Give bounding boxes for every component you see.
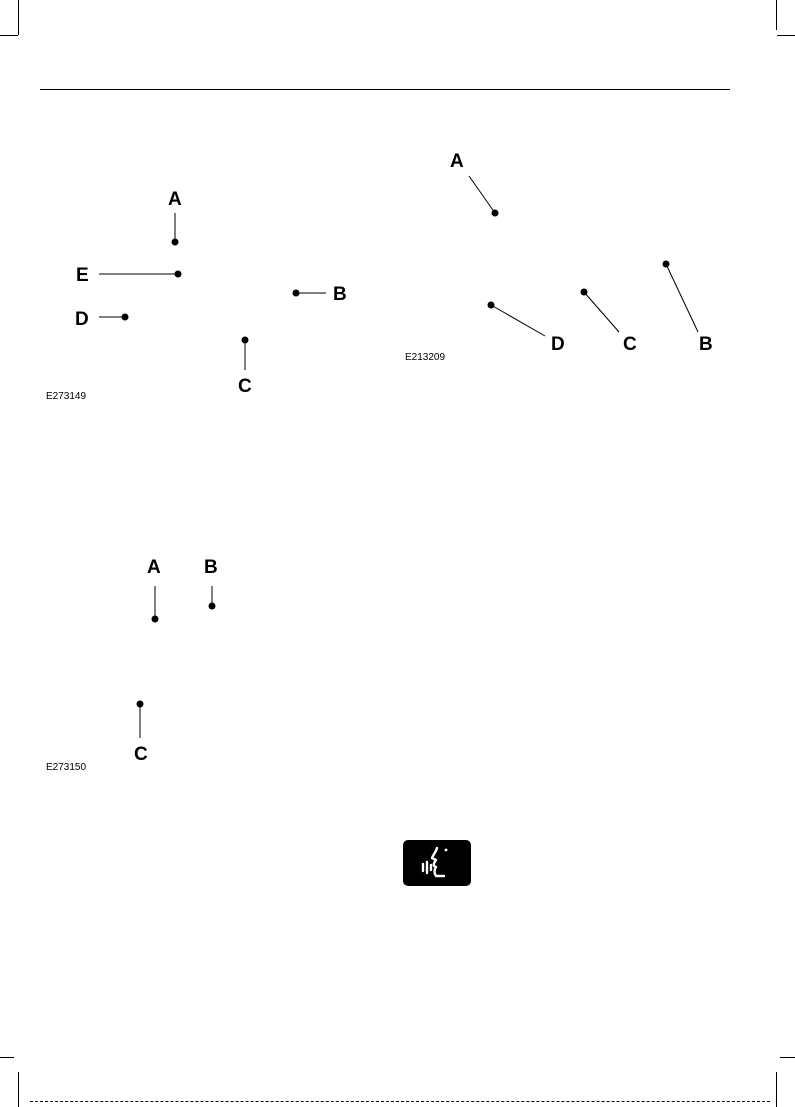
callout-label: A	[147, 557, 161, 578]
callout-label: B	[333, 284, 347, 305]
callout-label: A	[450, 151, 464, 172]
voice-command-icon	[403, 840, 471, 886]
callout-label: B	[699, 334, 713, 355]
callout-label: C	[134, 744, 148, 765]
callout-label: C	[238, 376, 252, 397]
callout-label: D	[75, 309, 89, 330]
figure-id: E213209	[405, 352, 446, 363]
figure-id: E273149	[46, 391, 87, 402]
callout-label: A	[168, 189, 182, 210]
callout-label: C	[623, 334, 637, 355]
callout-label: D	[551, 334, 565, 355]
callout-label: E	[76, 265, 89, 286]
voice-command-button	[403, 840, 471, 886]
callout-label: B	[204, 557, 218, 578]
figure-id: E273150	[46, 762, 87, 773]
